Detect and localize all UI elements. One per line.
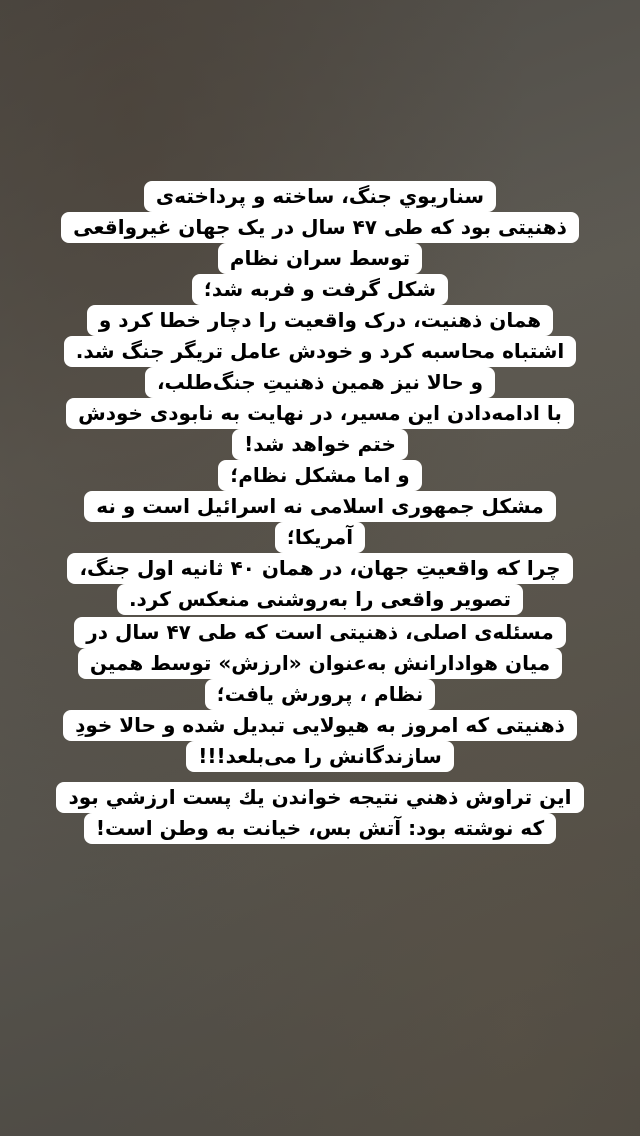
story-text-line: و اما مشکل نظام؛	[218, 460, 421, 491]
story-text-line: اين تراوش ذهني نتيجه خواندن يك پست ارزشي بود	[56, 782, 583, 813]
story-text-line: چرا که واقعیتِ جهان، در همان ۴۰ ثانیه اول جنگ،	[67, 553, 572, 584]
story-text-line: مشکل جمهوری اسلامی نه اسرائیل است و نه	[84, 491, 555, 522]
story-text-line: مسئله‌ی اصلی، ذهنیتی است که طی ۴۷ سال در	[74, 617, 566, 648]
story-text-line: میان هوادارانش به‌عنوان «ارزش» توسط همین	[78, 648, 562, 679]
story-text-line: همان ذهنیت، درک واقعیت را دچار خطا کرد و	[87, 305, 553, 336]
story-text-block-main-issue	[0, 617, 640, 772]
story-text-line: توسط سران نظام	[218, 243, 422, 274]
story-text-line: آمریکا؛	[275, 522, 365, 553]
story-text-line: نظام ، پرورش یافت؛	[205, 679, 435, 710]
story-text-line: سناريوي جنگ، ساخته و پرداخته‌ی	[144, 181, 496, 212]
story-text-line: تصویر واقعی را به‌روشنی منعکس کرد.	[117, 584, 523, 615]
story-text-line: اشتباه محاسبه کرد و خودش عامل تریگر جنگ شد.	[64, 336, 577, 367]
story-text-line: سازندگانش را می‌بلعد!!!	[186, 741, 453, 772]
story-text-block-war-scenario	[0, 181, 640, 460]
story-text-block-closing	[0, 782, 640, 844]
story-text-line: و حالا نیز همین ذهنیتِ جنگ‌طلب،	[145, 367, 495, 398]
story-text-line: ذهنیتی که امروز به هیولایی تبدیل شده و حالا خودِ	[63, 710, 577, 741]
story-text-line: ذهنیتی بود که طی ۴۷ سال در یک جهان غیرواقعی	[61, 212, 579, 243]
story-text-line: با ادامه‌دادن این مسیر، در نهایت به نابودی خودش	[66, 398, 574, 429]
story-text-line: که نوشته بود: آتش بس، خیانت به وطن است!	[84, 813, 556, 844]
story-text-block-regime-problem	[0, 460, 640, 615]
story-text-line: شکل گرفت و فربه شد؛	[192, 274, 448, 305]
story-text-line: ختم خواهد شد!	[232, 429, 408, 460]
